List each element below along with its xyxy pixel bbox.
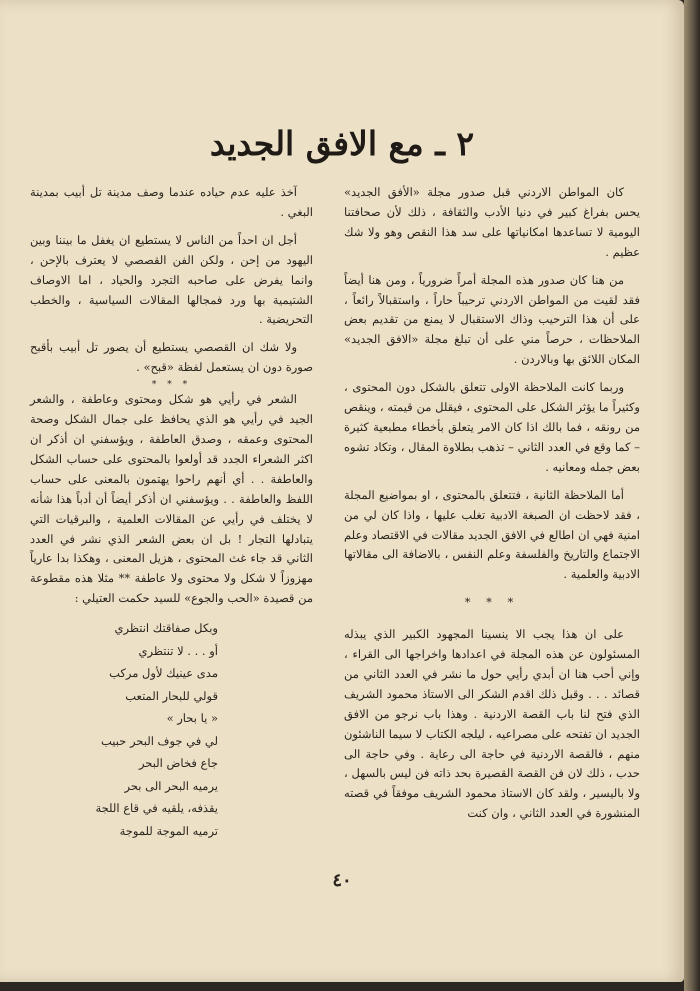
poem-excerpt [30,617,313,842]
page-edge-shadow [684,0,700,991]
poem-line: يرميه البحر الى بحر [124,778,218,793]
paragraph: كان المواطن الاردني قبل صدور مجلة «الأفق الجديد» يحس بفراغ كبير في دنيا الأدب والثقافة ، ذلك لأن صحافتنا اليومية لا تساعدها امكانياتها على سد هذا النقص وهو ولا شك عظيم . [344,185,640,259]
paragraph: أما الملاحظة الثانية ، فتتعلق بالمحتوى ، او بمواضيع المجلة ، فقد لاحظت ان الصبغة الادبية تغلب عليها ، واذا كان لي من امنية فهي ان اطالع في الافق الجديد مقالات في الاقتصاد وعلم الاجتماع والتاريخ والفلسفة وعلم النفس ، بالاضافة الى مقالاتها الادبية والعلمية . [344,487,640,582]
paragraph: أجل ان احداً من الناس لا يستطيع ان يغفل ما بيننا وبين اليهود من إحن ، ولكن الفن القصصي لا يعترف بالإحن ، وانما يفرض على صاحبه التجرد والحياد ، اما الاوصاف الشتيمية بها ورد فمجالها المقالات السياسية ، والخطب التحريضية . [30,232,313,327]
poem-line: ترميه الموجة للموجة [119,823,218,838]
poem-line: قولي للبحار المتعب [125,688,218,703]
section-divider-stars: * * * [151,380,192,391]
poem-line: وبكل صفاقتك انتظري [114,621,218,636]
paragraph: وربما كانت الملاحظة الاولى تتعلق بالشكل دون المحتوى ، وكثيراً ما يؤثر الشكل على المحتوى ، فيقلل من قيمته ، وينقص من رونقه ، فما بالك اذا كان الامر يتعلق بأخطاء مطبعية كثيرة – كما وقع في العدد الثاني – تذهب بطلاوة المقال ، وتكاد تشوه بعض جمله ومعانيه . [344,380,640,474]
paragraph: ولا شك ان القصصي يستطيع أن يصور تل أبيب بأقبح صورة دون ان يستعمل لفظة «قبح» . [30,340,313,375]
poem-line: أو . . . لا تنتظري [138,643,218,658]
poem-line: جاع فخاض البحر [138,756,218,771]
poem-line: مدى عينيك لأول مركب [109,666,218,681]
poem-line: « يا بحار » [166,711,218,726]
poem-line: لي في جوف البحر حبيب [100,733,218,748]
paragraph: على ان هذا يجب الا ينسينا المجهود الكبير الذي يبذله المسئولون عن هذه المجلة في اعدادها واخراجها الى القراء ، وإني أحب هنا ان أبدي رأيي حول ما نشر في العدد الثاني من قصائد . . . وقبل ذلك اقدم الشكر الى الاستاذ محمود الشريف الذي فتح لنا باب القصة الاردنية . وهذا باب نرجو من الافق الجديد ان تفتحه على مصراعيه ، ليلجه الكتاب لا سيما الناشئون منهم ، فالقصة الاردنية في حاجة الى رعاية . وفي حاجة الى حدب ، ذلك لان فن القصة القصيرة بحد ذاته فن ليس بالسهل ، ولا باليسير ، ولقد كان الاستاذ محمود الشريف موفقاً في قصته المنشورة في العدد الثاني ، وان كنت [343,627,640,821]
paragraph: آخذ عليه عدم حياده عندما وصف مدينة تل أبيب بمدينة البغي . [30,185,313,219]
paragraph: الشعر في رأيي هو شكل ومحتوى وعاطفة ، والشعر الجيد في رأيي هو الذي يحافظ على جمال الشكل وصحة المحتوى وعمقه ، وصدق العاطفة ، ويؤسفني ان أذكر ان اكثر الشعراء الجدد قد أولعوا بالمحتوى على حساب الشكل والعاطفة . . أي أنهم راحوا يهتمون بالمعنى على حساب اللفظ والعاطفة . . ويؤسفني ان أذكر أيضاً أن أدباً هذا شأنه لا يختلف في رأيي عن المقالات العلمية ، والبرقيات التي يتبادلها التجار ! بل ان بعض الشعر الذي نشر في العدد الثاني قد جاء غث المحتوى ، هزيل المعنى ، وهكذا بدا عارياً مهزوزاً لا شكل ولا محتوى ولا عاطفة ** مثلا هذه مقطوعة من قصيدة «الحب والجوع» للسيد حكمت العتيلي : [30,392,313,606]
paragraph: من هنا كان صدور هذه المجلة أمراً ضرورياً ، ومن هنا أيضاً فقد لقيت من المواطن الاردني ترحيباً حاراً ، واستقبالاً رائعاً ، على أن هذا الترحيب وذاك الاستقبال لا يمنع من تقديم بعض الملاحظات ، حرصاً مني على أن تبلغ مجلة «الافق الجديد» المكان اللائق بها وبالاردن . [344,272,640,367]
article-title: ٢ ـ مع الافق الجديد [209,124,475,163]
poem-line: يقذفه، يلقيه في قاع اللجة [95,801,218,816]
left-column [30,183,313,842]
section-divider-stars: * * * [464,595,520,610]
right-column [344,183,640,832]
page-number: ٤٠ [332,870,352,891]
